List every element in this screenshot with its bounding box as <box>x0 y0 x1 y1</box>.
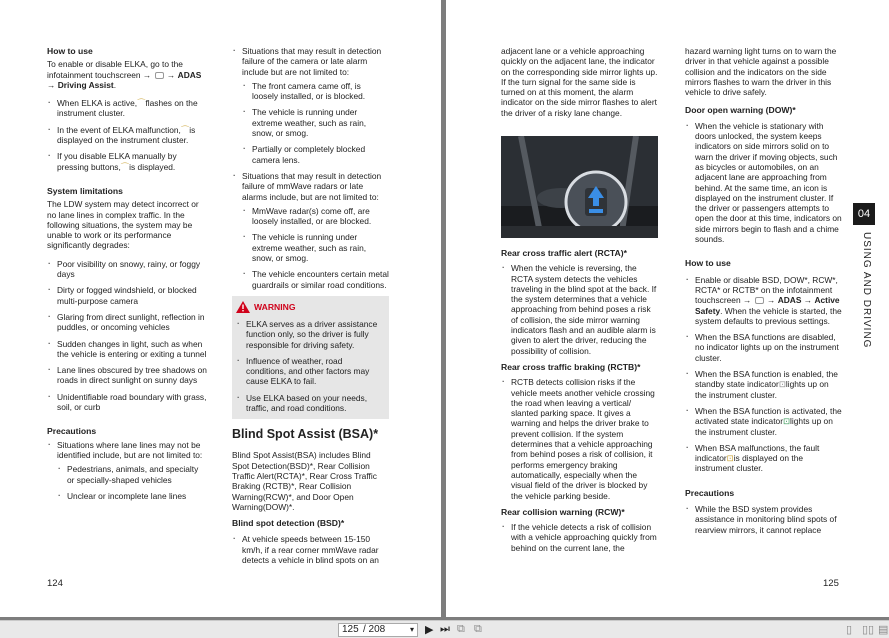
precautions-heading: Precautions <box>685 487 735 498</box>
list-item: · Situations that may result in detection failure of the camera or late alarm include but are not limited to: · The front camera came off, is loosely installed, or is blocked. · The vehicle is running under extreme weather, such as rain, snow, or smog. · Partially or completely blocked camera lens. <box>232 46 389 165</box>
next-page-icon[interactable]: ▶ <box>425 624 434 636</box>
continuous-view-icon[interactable]: ▤ <box>878 624 889 636</box>
bsa-intro-text: Blind Spot Assist(BSA) includes Blind Spot Detection(BSD)*, Rear Collision Traffic Alert(RCTA)*, Rear Cross Traffic Braking (RCTB)*, Rear Collision Warning(RCW)*, and Door Open Warning(DOW)*. <box>232 450 377 512</box>
warning-list <box>236 319 383 413</box>
how-to-use-text: To enable or disable ELKA, go to the infotainment touchscreen → → ADAS → Driving Assist. <box>47 59 202 90</box>
list-item: · ELKA serves as a driver assistance function only, so the driver is fully responsible for driving safety. <box>236 319 383 350</box>
list-item: · Poor visibility on snowy, rainy, or foggy days <box>47 259 207 280</box>
page-number: 125 <box>823 578 839 589</box>
chevron-down-icon: ▾ <box>409 625 414 634</box>
how-to-use-heading: How to use <box>685 258 731 269</box>
list-item: · If the vehicle detects a risk of collision with a vehicle approaching quickly from behind on the current lane, the <box>501 522 658 553</box>
list-item: · Glaring from direct sunlight, reflection in puddles, or oncoming vehicles <box>47 312 207 333</box>
list-item: · In the event of ELKA malfunction,⌒is displayed on the instrument cluster. <box>47 125 207 146</box>
page-125 <box>446 0 889 617</box>
list-item: · Use ELKA based on your needs, traffic, and road conditions. <box>236 393 383 414</box>
bsa-precautions-list <box>685 504 842 535</box>
rcw-heading: Rear collision warning (RCW)* <box>501 506 625 517</box>
rctb-heading: Rear cross traffic braking (RCTB)* <box>501 361 641 372</box>
rctb-list <box>501 377 658 501</box>
list-item: · When ELKA is active,⌒flashes on the instrument cluster. <box>47 98 207 119</box>
list-item: · Situations that may result in detection failure of mmWave radars or late alarms include, but are not limited to: · MmWave radar(s) come off, are loosely installed, or are blocked. · The vehicle is running under extreme weather, such as rain, snow, or smog. · The vehicle encounters certain metal guardrails or similar road conditions. <box>232 171 389 290</box>
camera-failure-list <box>232 46 389 290</box>
list-item: · While the BSD system provides assistance in monitoring blind spots of rearview mirrors, it cannot replace <box>685 504 842 535</box>
list-item: · Unidentifiable road boundary with grass, soil, or curb <box>47 392 207 413</box>
lane-keep-icon: ⌒ <box>120 161 130 172</box>
right-column-2 <box>685 46 842 541</box>
list-item: · When the vehicle is stationary with doors unlocked, the system keeps indicators on side mirrors solid on to warn the driver if moving objects, such as bicycles or automobiles, on an adjacent lane are approaching from behind. At the same time, an icon is displayed on the instrument cluster. If the driver or passengers attempts to open the door at this time, indicators on side mirrors begin to flash and a chime sounds. <box>685 121 842 245</box>
rcw-continued-text: hazard warning light turns on to warn the driver in that vehicle against a possible collision and the indicators on the side mirrors flashes to warn the driver in this vehicle to drive safely. <box>685 46 837 98</box>
list-item: · Pedestrians, animals, and specialty or specially-shaped vehicles <box>57 464 207 485</box>
list-item: · The vehicle encounters certain metal guardrails or similar road conditions. <box>242 269 389 290</box>
system-limitations-text: The LDW system may detect incorrect or no lane lines in complex traffic. In the following situations, the system may be unable to work or its performance significantly degrades: <box>47 199 199 251</box>
single-page-view-icon[interactable]: ▯ <box>846 624 853 636</box>
dow-list <box>685 121 842 245</box>
list-item: · The vehicle is running under extreme weather, such as rain, snow, or smog. <box>242 232 389 263</box>
side-mirror-illustration <box>501 136 658 238</box>
precautions-sublist <box>57 464 207 501</box>
list-item: · When the BSA function is activated, the activated state indicator⊡lights up on the instrument cluster. <box>685 406 842 437</box>
right-column-1 <box>501 46 658 122</box>
list-item: · Unclear or incomplete lane lines <box>57 491 207 501</box>
list-item: · Dirty or fogged windshield, or blocked multi-purpose camera <box>47 285 207 306</box>
chapter-title-tab: USING AND DRIVING <box>861 232 872 349</box>
list-item: · The vehicle is running under extreme weather, such as rain, snow, or smog. <box>242 107 389 138</box>
bsd-list <box>232 534 389 565</box>
radar-failure-sublist <box>242 206 389 290</box>
list-item: · Lane lines obscured by tree shadows on roads in direct sunlight on sunny days <box>47 365 207 386</box>
car-icon <box>755 297 764 304</box>
list-item: · Sudden changes in light, such as when the vehicle is entering or exiting a tunnel <box>47 339 207 360</box>
rcta-list <box>501 263 658 356</box>
bsd-heading: Blind spot detection (BSD)* <box>232 518 345 529</box>
page-124 <box>0 0 441 617</box>
camera-failure-sublist <box>242 81 389 165</box>
page-selector[interactable] <box>338 623 418 637</box>
page-number-value: 125 <box>342 624 359 635</box>
precautions-heading: Precautions <box>47 426 97 437</box>
lane-keep-icon: ⌒ <box>180 124 190 135</box>
lane-keep-icon: ⌒ <box>137 98 146 109</box>
side-mirror-indicator-image <box>501 136 658 238</box>
car-icon <box>155 72 164 79</box>
last-page-icon[interactable]: ⏭ <box>440 623 450 635</box>
viewer-toolbar <box>0 620 889 638</box>
limitations-list <box>47 259 207 413</box>
bsa-section-title: Blind Spot Assist (BSA)* <box>232 427 379 442</box>
page-number: 124 <box>47 578 63 589</box>
warning-label: WARNING <box>254 301 296 312</box>
rcw-list <box>501 522 658 553</box>
list-item: · The front camera came off, is loosely installed, or is blocked. <box>242 81 389 102</box>
two-page-view-icon[interactable]: ▯▯ <box>862 624 875 636</box>
left-column-1 <box>47 46 207 507</box>
list-item: · If you disable ELKA manually by pressing buttons,⌒is displayed. <box>47 151 207 172</box>
list-item: · Situations where lane lines may not be identified include, but are not limited to: · Pedestrians, animals, and specialty or specially-shaped vehicles · Unclear or incomplete lane lines <box>47 440 207 501</box>
rcta-heading: Rear cross traffic alert (RCTA)* <box>501 248 627 258</box>
list-item: · Influence of weather, road conditions, and other factors may cause ELKA to fail. <box>236 356 383 387</box>
copy-icon[interactable]: ⧉ <box>457 623 465 635</box>
warning-box <box>232 296 389 419</box>
right-column-1-lower <box>501 248 658 559</box>
bsa-active-icon: ⊡ <box>783 416 791 427</box>
list-item: · MmWave radar(s) come off, are loosely installed, or are blocked. <box>242 206 389 227</box>
list-item: · RCTB detects collision risks if the vehicle meets another vehicle crossing the road when leaving a vertical/ slanted parking space. It gives a warning and helps the driver brake to prevent collision. If the system determines that a vehicle approaching from behind poses a risk of collision, it performs emergency braking automatically, especially when the visual field of the driver is blocked by the vehicle parking beside. <box>501 377 658 501</box>
page-total: / 208 <box>363 624 386 635</box>
system-limitations-heading: System limitations <box>47 185 123 196</box>
list-item: · When the vehicle is reversing, the RCTA system detects the vehicles traveling in the blind spot at the back. If the system determines that a vehicle approaching from behind poses a risk of collision, the side mirror warning indicators flash and an audible alarm is given to alert the driver, reducing the possibility of collision. <box>501 263 658 356</box>
copy-disabled-icon[interactable]: ⧉ <box>474 623 482 635</box>
list-item: · At vehicle speeds between 15-150 km/h, if a rear corner mmWave radar detects a vehicle in blind spots on an <box>232 534 389 565</box>
list-item: · Partially or completely blocked camera lens. <box>242 144 389 165</box>
list-item: · When the BSA functions are disabled, no indicator lights up on the instrument cluster. <box>685 332 842 363</box>
bsd-continued-text: adjacent lane or a vehicle approaching quickly on the adjacent lane, the indicator on the corresponding side mirror lights up. If the turn signal for the same side is turned on at this moment, the alarm indicator on the side mirror flashes to alert the driver of a risky lane change. <box>501 46 658 118</box>
dow-heading: Door open warning (DOW)* <box>685 105 796 116</box>
left-column-2 <box>232 46 389 571</box>
precautions-list <box>47 440 207 501</box>
chapter-number-tab: 04 <box>853 203 875 225</box>
elka-status-list <box>47 98 207 172</box>
bsa-standby-icon: ⊡ <box>778 379 786 390</box>
list-item: · When BSA malfunctions, the fault indicator⊡is displayed on the instrument cluster. <box>685 443 842 474</box>
warning-header <box>236 301 383 313</box>
list-item: · Enable or disable BSD, DOW*, RCW*, RCTA* or RCTB* on the infotainment touchscreen → → ADAS → Active Safety. When the vehicle is started, the system defaults to previous settings. <box>685 275 842 326</box>
how-to-use-heading: How to use <box>47 46 93 56</box>
bsa-fault-icon: ⊡ <box>726 453 734 464</box>
list-item: · When the BSA function is enabled, the standby state indicator⊡lights up on the instrument cluster. <box>685 369 842 400</box>
warning-triangle-icon <box>236 301 250 313</box>
bsa-usage-list <box>685 275 842 474</box>
